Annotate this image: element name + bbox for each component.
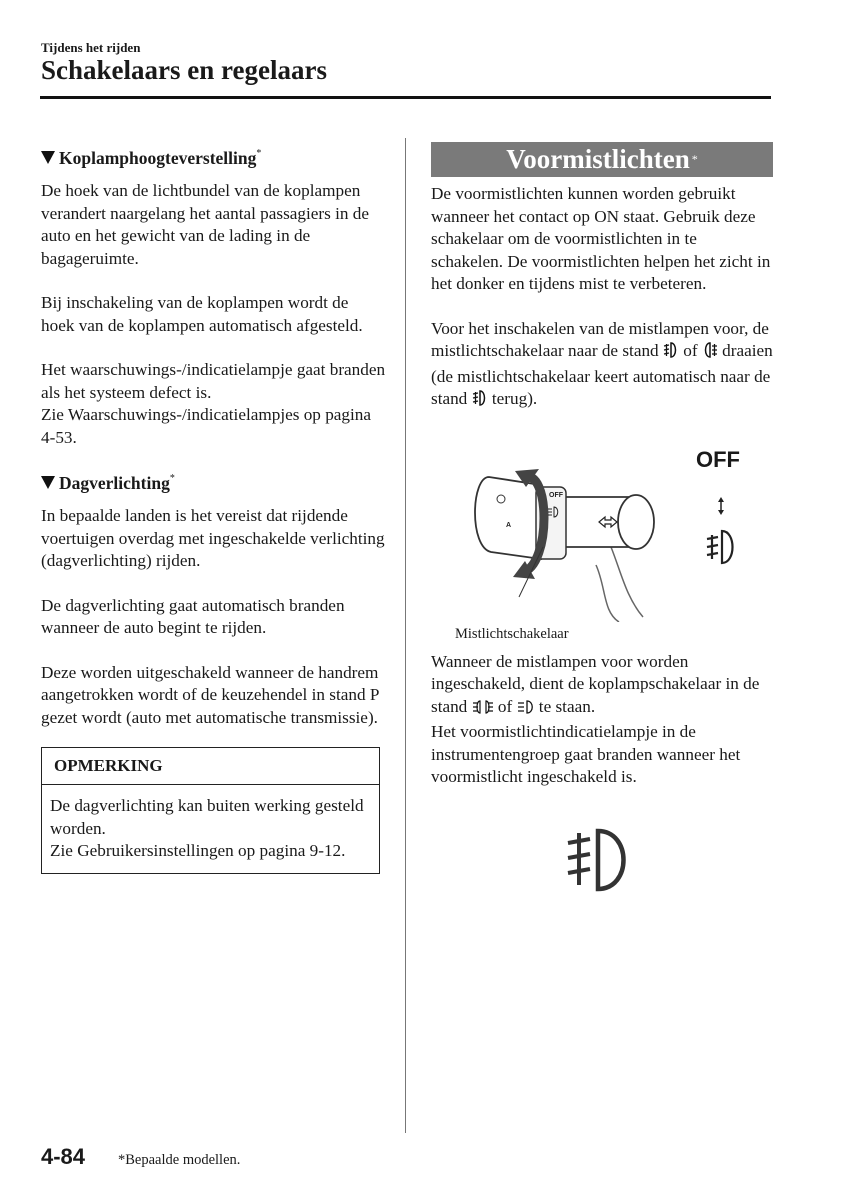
paragraph: Het waarschuwings-/indicatielampje gaat branden als het systeem defect is. [41,360,386,402]
paragraph: Deze worden uitgeschakeld wanneer de handrem aangetrokken wordt of de keuzehendel in stand P gezet wordt (auto met automatische transmissie). [41,662,379,727]
heading-koplamphoogteverstelling: Koplamphoogteverstelling* [41,142,386,170]
footnote: *Bepaalde modellen. [118,1152,241,1168]
front-fog-light-icon [472,389,488,414]
off-label: OFF [696,446,740,472]
paragraph: In bepaalde landen is het vereist dat rijdende voertuigen overdag met ingeschakelde verlichting (dagverlichting) rijden. [41,506,385,570]
illustration-caption: Mistlichtschakelaar [455,625,569,642]
page-number: 4-84 [41,1144,86,1169]
page-title: Schakelaars en regelaars [41,55,327,85]
paragraph: De dagverlichting gaat automatisch branden wanneer de auto begint te rijden. [41,595,345,637]
paragraph: Bij inschakeling van de koplampen wordt de hoek van de koplampen automatisch afgesteld. [41,293,363,335]
footnote-mark: * [691,152,698,166]
switch-off-label: OFF [549,491,563,499]
paragraph: Voor het inschakelen van de mistlampen voor, de mistlichtschakelaar naar de stand of draaien (de mistlichtschakelaar keert automatisch naar de stand terug). [431,318,773,414]
note-body [42,785,379,873]
triangle-bullet-icon [41,151,55,164]
note-title: OPMERKING [42,748,379,785]
paragraph: De voormistlichten kunnen worden gebruikt wanneer het contact op ON staat. Gebruik deze schakelaar om de voormistlichten in te schakelen. De voormistlichten helpen het zicht in het donker en tijdens mist te verbeteren. [431,184,771,293]
right-column [431,142,773,789]
parking-light-icon [472,699,494,722]
headlight-icon [517,699,535,722]
switch-auto-label: A [506,521,512,529]
footnote-mark: * [256,148,262,159]
paragraph: De hoek van de lichtbundel van de koplampen verandert naargelang het aantal passagiers in de auto en het gewicht van de lading in de bagageruimte. [41,181,370,268]
section-title: Voormistlichten [506,144,690,174]
front-fog-light-icon [663,341,679,366]
light-stalk-drawing [431,447,773,622]
note-box [41,747,380,874]
note-line: Zie Gebruikersinstellingen op pagina 9-12. [50,841,346,860]
header-rule [40,96,771,99]
up-down-arrow-icon [718,497,724,515]
front-fog-indicator-icon [564,825,636,902]
section-label: Tijdens het rijden [41,40,141,55]
cross-reference: Zie Waarschuwings-/indicatielampjes op pagina 4-53. [41,405,372,447]
triangle-bullet-icon [41,476,55,489]
fog-light-switch-illustration [431,447,773,622]
column-divider [405,138,406,1133]
left-column [41,142,386,874]
paragraph: Wanneer de mistlampen voor worden ingeschakeld, dient de koplampschakelaar in de stand of te staan. Het voormistlichtindicatielampje in de instrumentengroep gaat branden wanneer het voormistlicht ingeschakeld is. [431,651,760,786]
note-line: De dagverlichting kan buiten werking gesteld worden. [50,796,364,838]
heading-dagverlichting: Dagverlichting* [41,467,386,495]
front-fog-light-icon [707,531,733,563]
footnote-mark: * [169,473,175,484]
section-title-bar [431,142,773,177]
rear-fog-light-icon [702,341,718,366]
